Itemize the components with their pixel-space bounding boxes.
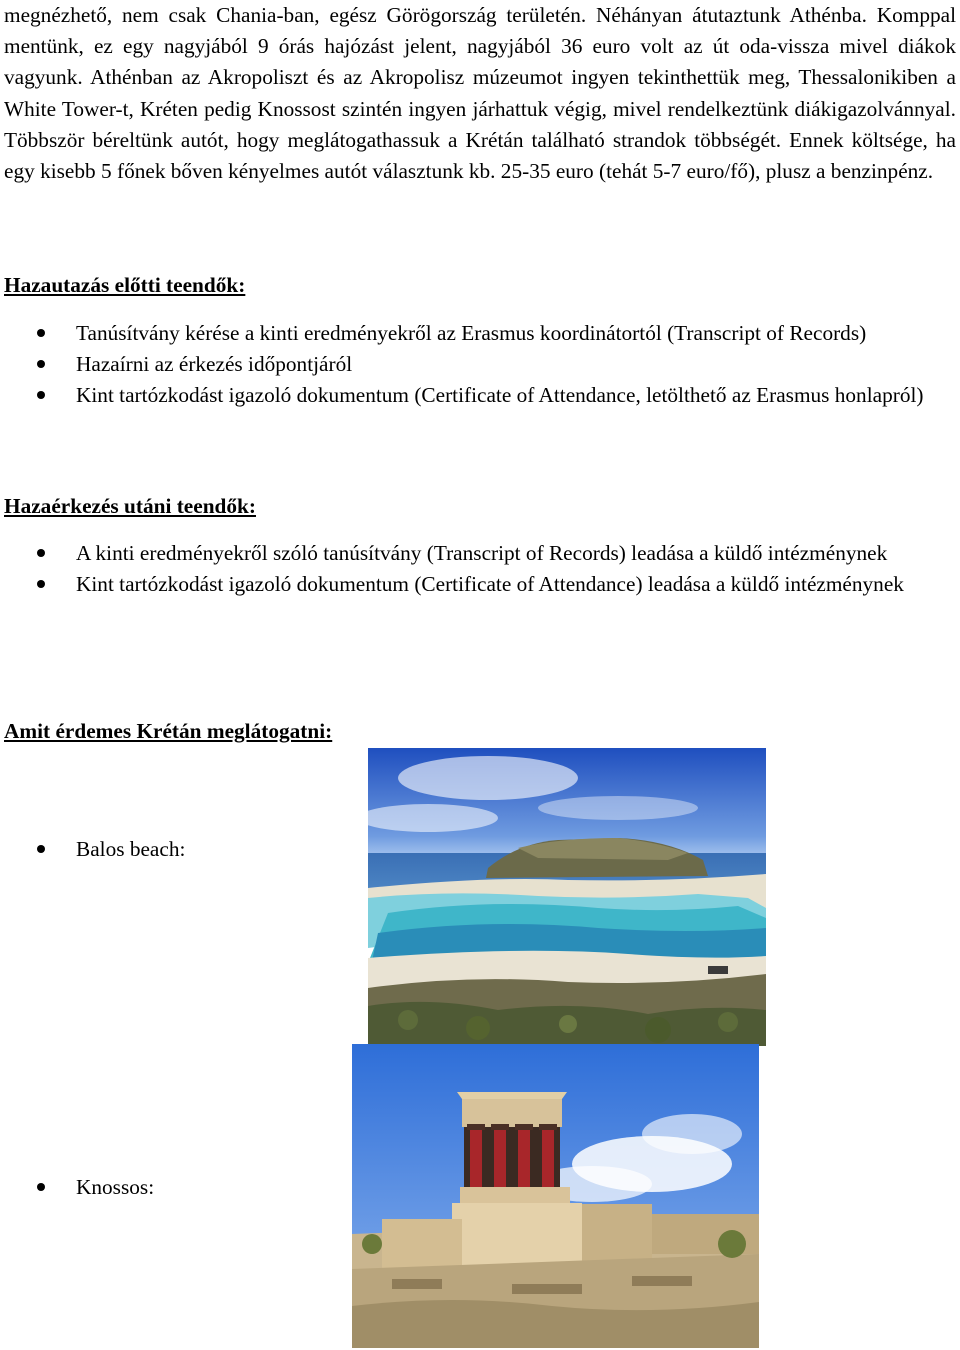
- bullet-icon: [37, 580, 45, 588]
- bullet-icon: [37, 845, 45, 853]
- list-item: Kint tartózkodást igazoló dokumentum (Certificate of Attendance, letölthető az Erasmus honlapról): [0, 380, 956, 411]
- intro-paragraph: megnézhető, nem csak Chania-ban, egész Görögország területén. Néhányan átutaztunk Athénba. Komppal mentünk, ez egy nagyjából 9 órás hajózást jelent, nagyjából 36 euro volt az út oda-vissza mivel diákok vagyunk. Athénban az Akropoliszt és az Akropolisz múzeumot ingyen tekinthettük meg, Thessalonikiben a White Tower-t, Kréten pedig Knossost szintén ingyen járhattuk végig, mivel rendelkeztünk diákigazolvánnyal. Többször béreltünk autót, hogy meglátogathassuk a Krétán található strandok többségét. Ennek költsége, ha egy kisebb 5 főnek bőven kényelmes autót választunk kb. 25-35 euro (tehát 5-7 euro/fő), plusz a benzinpénz.: [4, 3, 956, 184]
- bullet-icon: [37, 391, 45, 399]
- bullet-icon: [37, 549, 45, 557]
- heading-after-return: Hazaérkezés utáni teendők:: [4, 494, 256, 518]
- bullet-icon: [37, 360, 45, 368]
- heading-before-return: Hazautazás előtti teendők:: [4, 273, 246, 297]
- list-item-balos: Balos beach:: [0, 834, 956, 865]
- balos-beach-photo: [368, 748, 766, 1046]
- knossos-illustration: [352, 1044, 759, 1348]
- list-item-knossos: Knossos:: [0, 1172, 956, 1203]
- bullet-icon: [37, 1183, 45, 1191]
- knossos-photo: [352, 1044, 759, 1348]
- list-item: Hazaírni az érkezés időpontjáról: [0, 349, 956, 380]
- list-item: Kint tartózkodást igazoló dokumentum (Certificate of Attendance) leadása a küldő intézménynek: [0, 569, 956, 600]
- bullet-icon: [37, 329, 45, 337]
- list-before-return: [0, 318, 956, 412]
- balos-beach-illustration: [368, 748, 766, 1046]
- list-item: A kinti eredményekről szóló tanúsítvány (Transcript of Records) leadása a küldő intézménynek: [0, 538, 956, 569]
- list-after-return: [0, 538, 956, 600]
- list-item: Tanúsítvány kérése a kinti eredményekről az Erasmus koordinátortól (Transcript of Records): [0, 318, 956, 349]
- heading-crete-sights: Amit érdemes Krétán meglátogatni:: [4, 719, 333, 743]
